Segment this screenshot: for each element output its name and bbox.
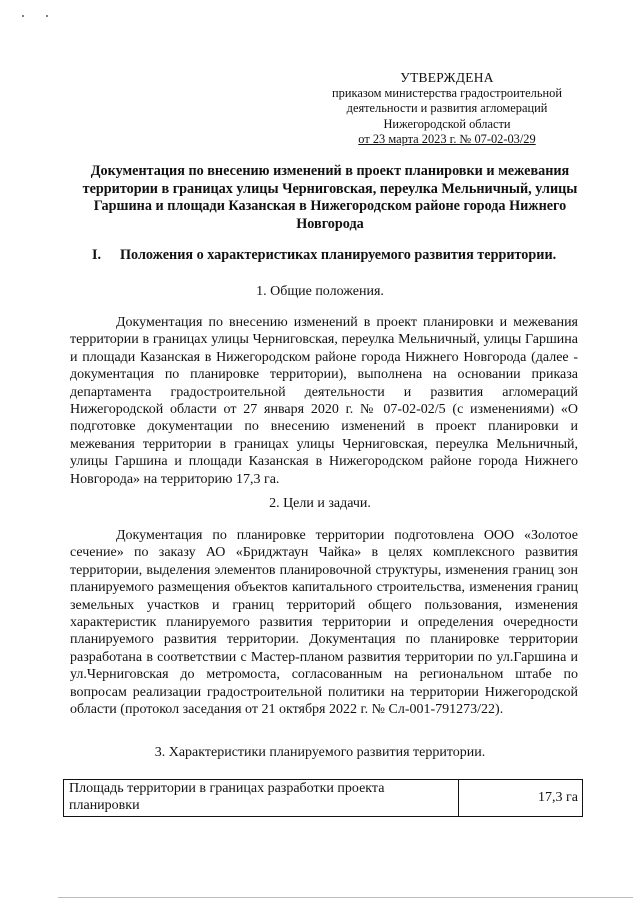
approval-line: Нижегородской области	[383, 116, 511, 131]
document-title: Документация по внесению изменений в проект планировки и межевания территории в границах улицы Черниговская, переулка Мельничный, улицы Гаршина и площади Казанская в Нижегородском районе города Нижнего Новгорода	[82, 163, 578, 232]
paragraph-general: Документация по внесению изменений в проект планировки и межевания территории в границах улицы Черниговская, переулка Мельничный, улицы Гаршина и площади Казанская в Нижегородском районе города Нижнего Новгорода (далее - документация по планировке территории), выполнена на основании приказа департамента градостроительной деятельности и развития агломераций Нижегородской области от 27 января 2020 г. № 07-02-02/5 (с изменениями) «О подготовке документации по внесению изменений в проект планировки и межевания территории в границах улицы Черниговская, переулка Мельничный, улицы Гаршина и площади Казанская в Нижегородском районе города Нижнего Новгорода» на территорию 17,3 га.	[70, 315, 578, 487]
section-heading	[92, 247, 592, 264]
table-cell-value: 17,3 га	[459, 780, 583, 817]
subheading-goals: 2. Цели и задачи.	[269, 496, 371, 511]
section-title: Положения о характеристиках планируемого развития территории.	[120, 247, 557, 263]
approval-stamp	[322, 70, 572, 148]
table-cell-label: Площадь территории в границах разработки проекта планировки	[64, 780, 459, 817]
section-number: I.	[92, 247, 102, 263]
approval-heading: УТВЕРЖДЕНА	[400, 70, 494, 85]
approval-date: от 23 марта 2023 г. № 07-02-03/29	[358, 132, 536, 147]
subheading-general: 1. Общие положения.	[256, 284, 384, 299]
approval-line: приказом министерства градостроительной	[332, 85, 562, 100]
approval-line: деятельности и развития агломераций	[346, 101, 548, 116]
paragraph-goals: Документация по планировке территории подготовлена ООО «Золотое сечение» по заказу АО «Бриджтаун Чайка» в целях комплексного развития территории, выделения элементов планировочной структуры, изменения границ зон планируемого размещения объектов капитального строительства, изменения границ земельных участков и границ территорий общего пользования, изменения характеристик планируемого развития территории и определения очередности планируемого развития территории. Документация по планировке территории разработана в соответствии с Мастер-планом развития территории по ул.Гаршина и ул.Черниговская до метромоста, согласованным на региональном штабе по вопросам реализации градостроительной политики на территории Нижегородской области (протокол заседания от 21 октября 2022 г. № Сл-001-791273/22).	[70, 528, 578, 718]
table-row	[64, 780, 583, 817]
page-bottom-line	[58, 897, 633, 898]
subheading-characteristics: 3. Характеристики планируемого развития территории.	[154, 745, 486, 760]
characteristics-table	[63, 779, 583, 817]
scan-dot	[46, 15, 48, 17]
scan-dot	[22, 15, 24, 17]
